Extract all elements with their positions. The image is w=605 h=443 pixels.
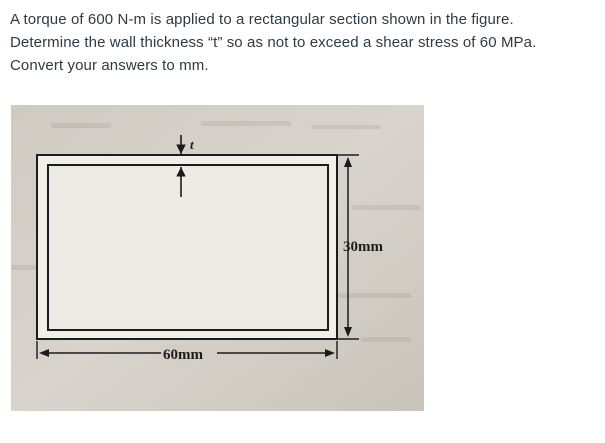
question-line-1: A torque of 600 N-m is applied to a rectangular section shown in the figure. (10, 11, 514, 28)
inner-wall (48, 165, 328, 330)
question-text (10, 8, 595, 77)
width-label: 60mm (163, 347, 203, 363)
question-line-3: Convert your answers to mm. (10, 57, 209, 74)
thickness-label: t (190, 137, 194, 152)
question-line-2: Determine the wall thickness “t” so as not to exceed a shear stress of 60 MPa. (10, 34, 537, 51)
section-drawing (11, 105, 424, 411)
rectangular-section-figure (11, 105, 424, 411)
height-label: 30mm (343, 239, 383, 255)
